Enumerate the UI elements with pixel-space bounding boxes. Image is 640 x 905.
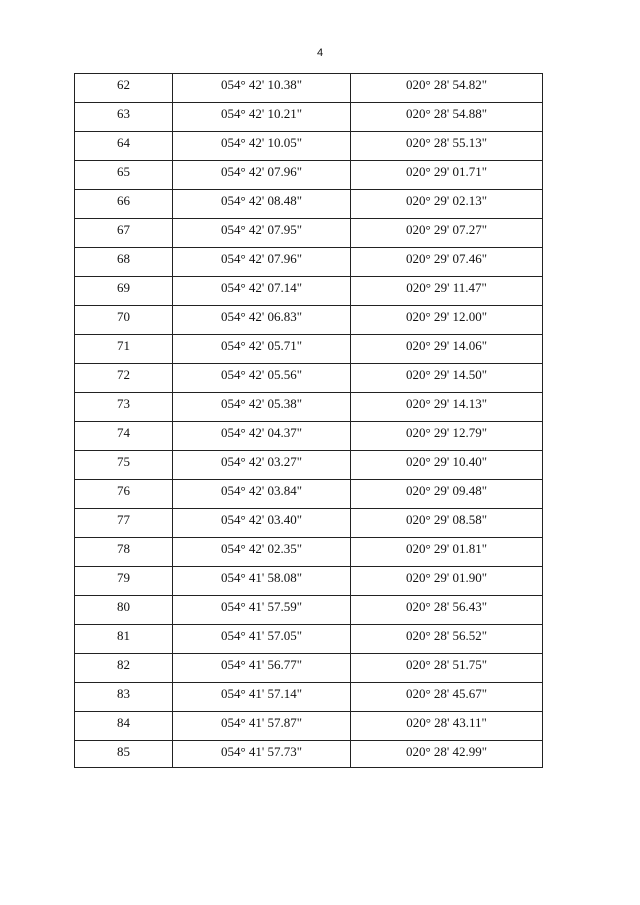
point-number-cell: 74 xyxy=(75,422,173,451)
point-number-cell: 72 xyxy=(75,364,173,393)
latitude-cell: 054° 42' 07.96" xyxy=(173,248,351,277)
table-row xyxy=(75,683,543,712)
point-number-cell: 80 xyxy=(75,596,173,625)
latitude-cell: 054° 42' 03.27" xyxy=(173,451,351,480)
latitude-cell: 054° 42' 04.37" xyxy=(173,422,351,451)
latitude-cell: 054° 42' 02.35" xyxy=(173,538,351,567)
longitude-cell: 020° 28' 54.82" xyxy=(351,74,543,103)
latitude-cell: 054° 42' 07.14" xyxy=(173,277,351,306)
latitude-cell: 054° 41' 56.77" xyxy=(173,654,351,683)
point-number-cell: 62 xyxy=(75,74,173,103)
table-row xyxy=(75,422,543,451)
latitude-cell: 054° 42' 10.05" xyxy=(173,132,351,161)
table-row xyxy=(75,277,543,306)
latitude-cell: 054° 42' 07.96" xyxy=(173,161,351,190)
latitude-cell: 054° 41' 57.87" xyxy=(173,712,351,741)
latitude-cell: 054° 42' 03.40" xyxy=(173,509,351,538)
longitude-cell: 020° 28' 56.52" xyxy=(351,625,543,654)
point-number-cell: 71 xyxy=(75,335,173,364)
point-number-cell: 85 xyxy=(75,741,173,768)
latitude-cell: 054° 42' 05.38" xyxy=(173,393,351,422)
longitude-cell: 020° 29' 10.40" xyxy=(351,451,543,480)
table-row xyxy=(75,74,543,103)
latitude-cell: 054° 42' 03.84" xyxy=(173,480,351,509)
longitude-cell: 020° 28' 45.67" xyxy=(351,683,543,712)
longitude-cell: 020° 28' 54.88" xyxy=(351,103,543,132)
longitude-cell: 020° 29' 09.48" xyxy=(351,480,543,509)
latitude-cell: 054° 41' 57.73" xyxy=(173,741,351,768)
table-row xyxy=(75,132,543,161)
longitude-cell: 020° 29' 01.81" xyxy=(351,538,543,567)
longitude-cell: 020° 29' 08.58" xyxy=(351,509,543,538)
longitude-cell: 020° 29' 07.46" xyxy=(351,248,543,277)
point-number-cell: 81 xyxy=(75,625,173,654)
latitude-cell: 054° 42' 05.56" xyxy=(173,364,351,393)
latitude-cell: 054° 41' 58.08" xyxy=(173,567,351,596)
longitude-cell: 020° 28' 55.13" xyxy=(351,132,543,161)
table-row xyxy=(75,596,543,625)
point-number-cell: 77 xyxy=(75,509,173,538)
point-number-cell: 68 xyxy=(75,248,173,277)
latitude-cell: 054° 41' 57.05" xyxy=(173,625,351,654)
table-row xyxy=(75,190,543,219)
longitude-cell: 020° 29' 12.00" xyxy=(351,306,543,335)
table-row xyxy=(75,335,543,364)
point-number-cell: 82 xyxy=(75,654,173,683)
point-number-cell: 67 xyxy=(75,219,173,248)
table-row xyxy=(75,538,543,567)
longitude-cell: 020° 29' 12.79" xyxy=(351,422,543,451)
table-row xyxy=(75,625,543,654)
table-row xyxy=(75,451,543,480)
latitude-cell: 054° 42' 10.21" xyxy=(173,103,351,132)
table-row xyxy=(75,248,543,277)
latitude-cell: 054° 42' 08.48" xyxy=(173,190,351,219)
point-number-cell: 79 xyxy=(75,567,173,596)
table-row xyxy=(75,509,543,538)
point-number-cell: 64 xyxy=(75,132,173,161)
latitude-cell: 054° 42' 05.71" xyxy=(173,335,351,364)
longitude-cell: 020° 29' 01.71" xyxy=(351,161,543,190)
longitude-cell: 020° 29' 11.47" xyxy=(351,277,543,306)
latitude-cell: 054° 42' 06.83" xyxy=(173,306,351,335)
longitude-cell: 020° 28' 56.43" xyxy=(351,596,543,625)
point-number-cell: 75 xyxy=(75,451,173,480)
point-number-cell: 76 xyxy=(75,480,173,509)
longitude-cell: 020° 29' 14.50" xyxy=(351,364,543,393)
point-number-cell: 70 xyxy=(75,306,173,335)
latitude-cell: 054° 42' 07.95" xyxy=(173,219,351,248)
table-row xyxy=(75,306,543,335)
table-row xyxy=(75,741,543,768)
table-row xyxy=(75,480,543,509)
table-row xyxy=(75,393,543,422)
latitude-cell: 054° 41' 57.14" xyxy=(173,683,351,712)
point-number-cell: 66 xyxy=(75,190,173,219)
page-number: 4 xyxy=(316,47,324,59)
point-number-cell: 63 xyxy=(75,103,173,132)
table-row xyxy=(75,654,543,683)
longitude-cell: 020° 28' 51.75" xyxy=(351,654,543,683)
longitude-cell: 020° 29' 14.06" xyxy=(351,335,543,364)
coordinates-table-body xyxy=(75,74,543,768)
longitude-cell: 020° 29' 02.13" xyxy=(351,190,543,219)
table-row xyxy=(75,161,543,190)
coordinates-table xyxy=(74,73,543,768)
table-row xyxy=(75,712,543,741)
latitude-cell: 054° 42' 10.38" xyxy=(173,74,351,103)
longitude-cell: 020° 29' 01.90" xyxy=(351,567,543,596)
longitude-cell: 020° 28' 43.11" xyxy=(351,712,543,741)
table-row xyxy=(75,103,543,132)
point-number-cell: 73 xyxy=(75,393,173,422)
longitude-cell: 020° 29' 07.27" xyxy=(351,219,543,248)
table-row xyxy=(75,219,543,248)
point-number-cell: 69 xyxy=(75,277,173,306)
latitude-cell: 054° 41' 57.59" xyxy=(173,596,351,625)
longitude-cell: 020° 29' 14.13" xyxy=(351,393,543,422)
point-number-cell: 65 xyxy=(75,161,173,190)
longitude-cell: 020° 28' 42.99" xyxy=(351,741,543,768)
point-number-cell: 83 xyxy=(75,683,173,712)
table-row xyxy=(75,364,543,393)
point-number-cell: 78 xyxy=(75,538,173,567)
table-row xyxy=(75,567,543,596)
point-number-cell: 84 xyxy=(75,712,173,741)
